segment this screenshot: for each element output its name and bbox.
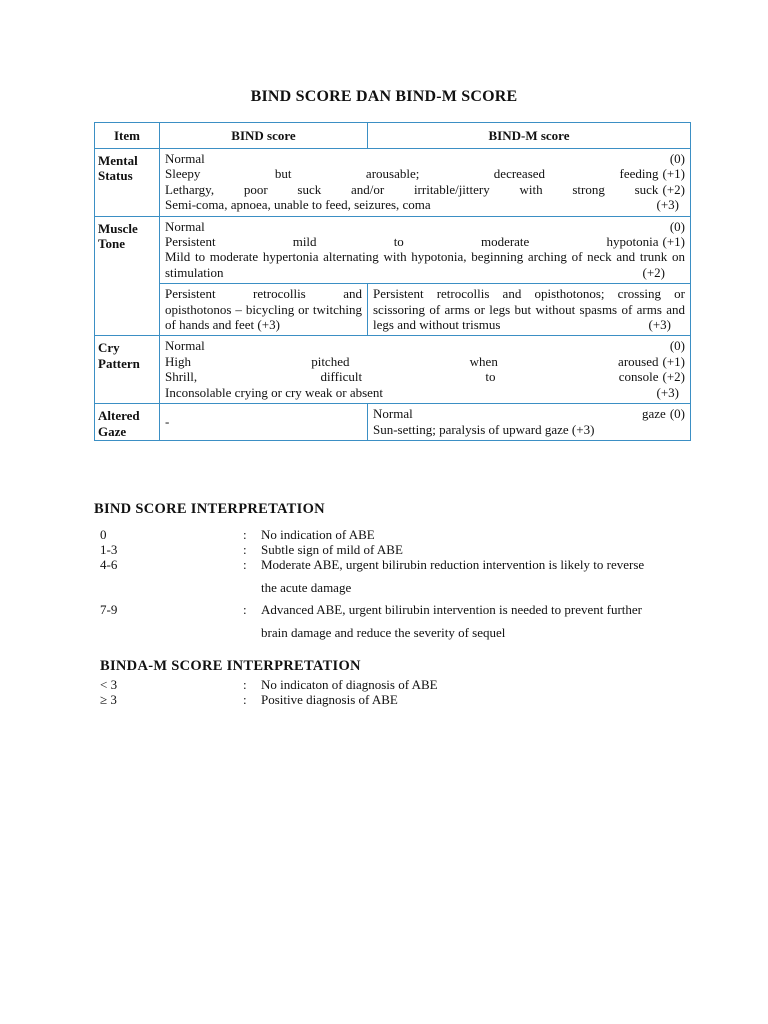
table-row-altered-gaze: [95, 404, 691, 441]
option-text: Sleepy but arousable; decreased feeding: [165, 166, 659, 182]
option-line: [373, 406, 685, 421]
header-item: Item: [95, 123, 160, 149]
option-score: (0): [669, 218, 685, 234]
separator: :: [243, 692, 247, 707]
interpretation-line: the acute damage: [261, 580, 352, 595]
bindm-gaze-options: [368, 404, 691, 441]
mental-status-options: [160, 149, 691, 217]
option-text: Semi-coma, apnoea, unable to feed, seizures, coma: [165, 197, 431, 213]
table-row-mental-status: [95, 149, 691, 217]
interpretation-text: No indicaton of diagnosis of ABE: [261, 677, 438, 692]
option-line: [165, 182, 685, 197]
score-range: 4-6: [100, 557, 118, 572]
separator: :: [243, 527, 247, 542]
bindm-interpretation-list: [100, 677, 690, 707]
option-text: Normal gaze: [373, 406, 666, 422]
row-label-altered-gaze: Altered Gaze: [95, 404, 160, 441]
list-item: [100, 557, 690, 595]
muscle-tone-options: [160, 216, 691, 284]
header-bind-score: BIND score: [160, 123, 368, 149]
option-line: [165, 354, 685, 369]
table-row-muscle-tone: [95, 216, 691, 284]
option-line: [165, 385, 685, 400]
option-text: High pitched when aroused: [165, 353, 659, 369]
option-text: Persistent mild to moderate hypotonia: [165, 234, 659, 250]
table-header-row: [95, 123, 691, 149]
option-score: (+1): [662, 353, 685, 369]
option-line: [165, 151, 685, 166]
option-line: [165, 234, 685, 249]
option-text: Lethargy, poor suck and/or irritable/jittery with strong suck: [165, 181, 659, 197]
table-row-muscle-tone-severe: [95, 284, 691, 336]
option-line: [165, 197, 685, 212]
option-score: (+3): [656, 384, 679, 400]
option-text: Mild to moderate hypertonia alternating with hypotonia, beginning arching of neck and trunk on stimulation: [165, 249, 685, 280]
score-range: 1-3: [100, 542, 118, 557]
interpretation-line: brain damage and reduce the severity of sequel: [261, 625, 506, 640]
bind-interpretation-title: BIND SCORE INTERPRETATION: [94, 501, 325, 517]
list-item: [100, 677, 690, 692]
separator: :: [243, 677, 247, 692]
interpretation-text: Subtle sign of mild of ABE: [261, 542, 403, 557]
option-text: Persistent retrocollis and opisthotonos; crossing or scissoring of arms or legs but without spasms of arms and legs and without trismus: [373, 286, 685, 333]
score-table: [94, 122, 691, 441]
interpretation-line: Moderate ABE, urgent bilirubin reduction intervention is likely to reverse: [261, 557, 645, 572]
option-line: [165, 249, 685, 280]
option-text: Shrill, difficult to console: [165, 369, 659, 385]
row-label-mental-status: Mental Status: [95, 149, 160, 217]
interpretation-text: No indication of ABE: [261, 527, 375, 542]
row-label-cry-pattern: Cry Pattern: [95, 336, 160, 404]
option-line: [165, 166, 685, 181]
option-line: [165, 338, 685, 353]
option-score: (0): [669, 406, 685, 422]
bind-gaze: -: [160, 404, 368, 441]
option-text: Normal: [165, 151, 205, 166]
list-item: [100, 692, 690, 707]
separator: :: [243, 557, 247, 572]
bind-muscle-severe: Persistent retrocollis and opisthotonos – bicycling or twitching of hands and feet (+3): [160, 284, 368, 336]
interpretation-text: Positive diagnosis of ABE: [261, 692, 398, 707]
option-score: (+2): [642, 264, 665, 280]
option-line: [165, 369, 685, 384]
option-text: Sun-setting; paralysis of upward gaze (+3): [373, 421, 595, 437]
option-text: Inconsolable crying or cry weak or absent: [165, 384, 384, 400]
option-score: (+2): [662, 369, 685, 385]
interpretation-text: [261, 602, 690, 640]
list-item: [100, 542, 690, 557]
option-score: (+2): [662, 181, 685, 197]
interpretation-text: [261, 557, 690, 595]
bind-interpretation-list: [100, 527, 690, 640]
score-range: 7-9: [100, 602, 118, 617]
option-score: (+3): [648, 317, 671, 333]
bindm-interpretation-title: BINDA-M SCORE INTERPRETATION: [100, 658, 361, 674]
list-item: [100, 602, 690, 640]
option-score: (+1): [662, 166, 685, 182]
option-line: [373, 422, 685, 437]
option-score: (0): [669, 338, 685, 354]
bindm-muscle-severe: [368, 284, 691, 336]
separator: :: [243, 542, 247, 557]
option-text: Normal: [165, 338, 205, 354]
score-range: < 3: [100, 677, 118, 692]
separator: :: [243, 602, 247, 617]
page-title: BIND SCORE DAN BIND-M SCORE: [250, 88, 518, 105]
interpretation-line: Advanced ABE, urgent bilirubin intervention is needed to prevent further: [261, 602, 642, 617]
option-line: [165, 219, 685, 234]
option-score: (0): [669, 151, 685, 166]
option-score: (+1): [662, 234, 685, 250]
option-score: (+3): [656, 197, 679, 213]
option-text: Normal: [165, 218, 205, 234]
header-bindm-score: BIND-M score: [368, 123, 691, 149]
score-range: ≥ 3: [100, 692, 117, 707]
cry-pattern-options: [160, 336, 691, 404]
list-item: [100, 527, 690, 542]
table-row-cry-pattern: [95, 336, 691, 404]
row-label-muscle-tone: Muscle Tone: [95, 216, 160, 336]
score-range: 0: [100, 527, 107, 542]
